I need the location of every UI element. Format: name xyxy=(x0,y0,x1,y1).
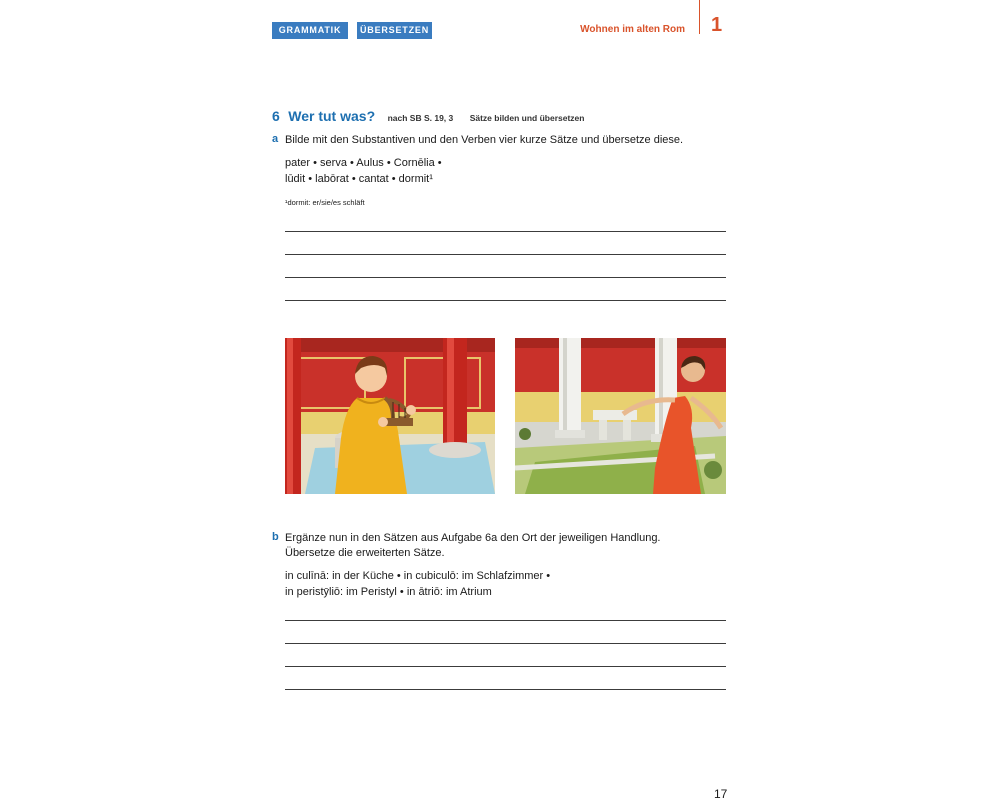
part-a-letter: a xyxy=(272,133,279,145)
chapter-divider xyxy=(699,0,700,34)
illustration-lyre-player xyxy=(285,338,495,494)
answer-line-a4[interactable] xyxy=(285,300,726,301)
part-b-vocab-1: in culīnā: in der Küche • in cubiculō: im Schlafzimmer • xyxy=(285,570,551,582)
answer-line-b4[interactable] xyxy=(285,689,726,690)
chapter-number: 1 xyxy=(711,14,723,36)
part-a-vocab-nouns: pater • serva • Aulus • Cornēlia • xyxy=(285,157,442,169)
answer-line-b1[interactable] xyxy=(285,620,726,621)
task-reference: nach SB S. 19, 3 xyxy=(387,113,454,123)
part-b-letter: b xyxy=(272,531,279,543)
illustration-peristyle-boy xyxy=(515,338,726,494)
answer-line-b2[interactable] xyxy=(285,643,726,644)
footnote: ¹dormit: er/sie/es schläft xyxy=(285,198,365,207)
answer-line-a1[interactable] xyxy=(285,231,726,232)
task-title: Wer tut was? xyxy=(288,108,376,124)
task-number: 6 xyxy=(272,108,280,124)
page-number: 17 xyxy=(714,787,728,801)
task-heading xyxy=(272,108,584,126)
tag-uebersetzen: ÜBERSETZEN xyxy=(357,22,432,39)
answer-line-b3[interactable] xyxy=(285,666,726,667)
part-b-vocab-2: in peristȳliō: im Peristyl • in ātriō: im Atrium xyxy=(285,586,492,598)
tag-grammatik: GRAMMATIK xyxy=(272,22,348,39)
task-description: Sätze bilden und übersetzen xyxy=(469,113,585,123)
answer-line-a2[interactable] xyxy=(285,254,726,255)
part-a-instruction: Bilde mit den Substantiven und den Verben vier kurze Sätze und übersetze diese. xyxy=(285,134,684,146)
part-a-vocab-verbs: lūdit • labōrat • cantat • dormit¹ xyxy=(285,173,433,185)
part-b-instruction-2: Übersetze die erweiterten Sätze. xyxy=(285,547,445,559)
chapter-title: Wohnen im alten Rom xyxy=(580,24,685,35)
part-b-instruction-1: Ergänze nun in den Sätzen aus Aufgabe 6a den Ort der jeweiligen Handlung. xyxy=(285,532,661,544)
answer-line-a3[interactable] xyxy=(285,277,726,278)
